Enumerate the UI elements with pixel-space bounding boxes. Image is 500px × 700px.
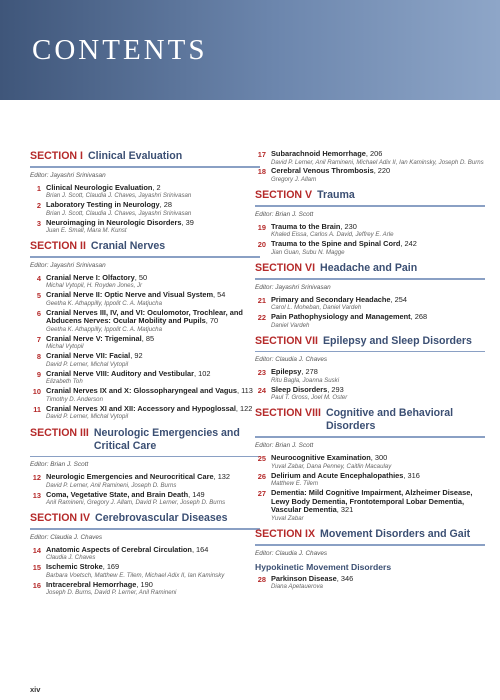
chapter-title: Subarachnoid Hemorrhage [271,149,366,158]
chapter-body [46,309,260,333]
chapter-body [46,491,260,507]
section-heading [30,512,260,525]
chapter-entry[interactable] [30,491,260,507]
chapter-authors: Anil Ramineni, Gregory J. Allam, David P. Lerner, Joseph D. Burns [46,499,226,507]
toc-section [255,407,485,521]
page-number: xiv [30,685,41,694]
chapter-title: Intracerebral Hemorrhage [46,579,137,589]
chapter-number: 25 [257,454,266,464]
toc-section [30,427,260,507]
section-editor: Editor: Jayashri Srinivasan [30,261,106,269]
chapter-title: Parkinson Disease [271,573,337,583]
chapter-separator: , [237,386,242,396]
section-title: Headache and Pain [320,261,418,274]
section-title: Movement Disorders and Gait [320,527,471,540]
section-divider [30,456,260,458]
chapter-title: Ischemic Stroke [46,562,103,572]
section-divider [255,205,485,207]
chapter-authors: Brian J. Scott, Claudia J. Chaves, Jayashri Srinivasan [46,209,192,217]
section-editor: Editor: Claudia J. Chaves [30,533,103,541]
chapter-title-line [271,489,485,515]
chapter-title: Primary and Secondary Headache [271,294,391,304]
toc-section [30,512,260,596]
chapter-page: 293 [331,384,344,394]
chapter-number: 8 [36,352,41,362]
toc-section [255,335,485,402]
chapter-title: Cranial Nerve I: Olfactory [46,272,135,282]
chapter-number: 3 [36,218,41,228]
chapter-body [271,386,485,402]
chapter-authors: Khaled Eissa, Carlos A. David, Jeffrey E. Arle [271,231,394,239]
section-number: SECTION VI [255,261,316,274]
section-heading [255,262,485,275]
section-heading [255,189,485,202]
chapter-number: 7 [36,334,41,344]
chapter-title-line [271,150,485,159]
chapter-title: Cranial Nerves XI and XII: Accessory and Hypoglossal [46,403,236,413]
chapter-title: Cranial Nerve II: Optic Nerve and Visual System [46,290,214,300]
chapter-page: 92 [134,351,143,361]
chapter-separator: , [213,472,218,482]
section-editor: Editor: Jayashri Srinivasan [30,171,106,179]
chapter-title-line [271,223,485,232]
chapter-entry[interactable] [255,167,485,183]
chapter-number: 10 [32,387,41,397]
chapter-entry[interactable] [30,309,260,333]
chapter-title-line [46,352,260,361]
chapter-authors: Joseph D. Burns, David P. Lerner, Anil Ramineni [46,589,177,597]
section-number: SECTION VII [255,334,318,347]
chapter-title-line [46,274,260,283]
toc-section [255,189,485,256]
chapter-entry[interactable] [255,454,485,470]
section-number: SECTION VIII [255,407,321,420]
chapter-separator: , [102,562,107,572]
chapter-entry[interactable] [255,313,485,329]
chapter-separator: , [152,182,157,192]
chapter-separator: , [410,312,415,322]
chapter-body [271,368,485,384]
chapter-page: 149 [192,489,205,499]
chapter-page: 102 [198,368,211,378]
chapter-page: 220 [377,166,391,176]
toc-section [255,150,485,183]
chapter-title: Epilepsy [271,367,302,377]
chapter-title: Dementia: Mild Cognitive Impairment, Alzheimer Disease, Lewy Body Dementia, Frontotemporal Lobar Dementia, Vascular Dementia [271,488,473,515]
chapter-authors: David P. Lerner, Michal Vytopil [46,360,129,368]
chapter-separator: , [336,505,341,515]
chapter-title-line [46,309,260,326]
chapter-number: 19 [257,222,266,232]
chapter-entry[interactable] [255,150,485,166]
chapter-separator: , [205,316,210,326]
chapter-body [271,167,485,183]
chapter-authors: Diana Apetauerova [271,583,323,591]
chapter-number: 9 [36,369,41,379]
chapter-number: 28 [257,574,266,584]
section-editor: Editor: Claudia J. Chaves [255,356,328,364]
chapter-entry[interactable] [255,472,485,488]
chapter-page: 2 [156,182,161,192]
chapter-number: 22 [257,313,266,323]
section-divider [30,166,260,168]
chapter-separator: , [191,544,197,554]
chapter-body [46,370,260,386]
chapter-separator: , [213,290,218,300]
section-editor: Editor: Claudia J. Chaves [255,549,328,557]
chapter-entry[interactable] [255,223,485,239]
chapter-body [46,274,260,290]
subsection-heading: Hypokinetic Movement Disorders [255,561,392,572]
chapter-title: Cerebral Venous Thrombosis [271,166,374,176]
chapter-number: 27 [257,489,266,499]
chapter-title: Cranial Nerve VII: Facial [46,351,131,361]
chapter-separator: , [194,368,199,378]
chapter-title-line [271,167,485,176]
chapter-title-line [46,184,260,193]
chapter-title: Neurocognitive Examination [271,453,371,463]
chapter-authors: David P. Lerner, Michal Vytopil [46,413,129,421]
chapter-page: 190 [140,579,153,589]
chapter-separator: , [235,403,241,413]
chapter-separator: , [141,333,146,343]
chapter-authors: Elizabeth Toh [46,378,83,386]
chapter-entry[interactable] [30,387,260,403]
chapter-page: 28 [163,200,172,210]
chapter-page: 50 [138,272,148,282]
chapter-title-line [46,405,260,414]
chapter-title: Trauma to the Spine and Spinal Cord [271,239,401,249]
chapter-body [271,150,485,166]
chapter-title-line [46,335,260,344]
chapter-page: 254 [394,294,407,304]
chapter-title-line [46,491,260,500]
section-divider [30,528,260,530]
chapter-separator: , [136,579,141,589]
chapter-number: 14 [32,545,41,555]
chapter-title-line [46,219,260,228]
chapter-authors: Juan E. Small, Mara M. Kunst [46,227,127,235]
chapter-body [271,313,485,329]
chapter-separator: , [134,272,139,282]
chapter-page: 70 [209,316,219,326]
chapter-page: 321 [340,505,354,515]
chapter-authors: Brian J. Scott, Claudia J. Chaves, Jayashri Srinivasan [46,192,192,200]
chapter-number: 24 [257,385,266,395]
chapter-authors: Michal Vytopil [46,343,84,351]
chapter-separator: , [403,470,408,480]
section-divider [255,278,485,280]
chapter-number: 15 [32,563,41,573]
chapter-separator: , [390,294,395,304]
toc-section [30,150,260,234]
chapter-authors: Matthew E. Tilem [271,480,319,488]
section-divider [255,544,485,546]
chapter-separator: , [365,149,370,158]
chapter-title: Clinical Neurologic Evaluation [46,182,153,192]
chapter-authors: Yuval Zabar, Dana Penney, Caitlin Macaulay [271,462,392,470]
chapter-page: 113 [241,386,253,396]
chapter-number: 6 [36,308,41,318]
chapter-authors: Timothy D. Anderson [46,395,103,403]
chapter-page: 85 [145,333,155,343]
chapter-title-line [46,546,260,555]
chapter-number: 17 [257,150,266,159]
chapter-entry[interactable] [255,296,485,312]
section-divider [30,256,260,258]
chapter-separator: , [327,384,332,394]
chapter-separator: , [130,351,135,361]
section-title: Clinical Evaluation [87,150,183,162]
chapter-number: 21 [257,295,266,305]
chapter-title-line [271,313,485,322]
chapter-page: 54 [217,290,226,300]
chapter-authors: Barbara Voetsch, Matthew E. Tilem, Michael Adix II, Ian Kaminsky [46,571,225,579]
section-number: SECTION I [30,150,83,162]
chapter-entry[interactable] [255,240,485,256]
chapter-entry[interactable] [255,386,485,402]
chapter-page: 300 [374,453,388,463]
chapter-body [271,472,485,488]
chapter-number: 23 [257,368,266,378]
chapter-title: Laboratory Testing in Neurology [46,200,160,210]
chapter-number: 4 [36,273,41,283]
section-title: Cognitive and Behavioral Disorders [325,407,454,433]
section-divider [255,351,485,353]
chapter-body [46,184,260,200]
chapter-page: 230 [344,221,357,231]
section-title: Neurologic Emergencies and Critical Care [93,426,240,452]
chapter-title: Pain Pathophysiology and Management [271,312,411,322]
chapter-title-line [271,575,485,584]
chapter-body [271,223,485,239]
chapter-separator: , [301,367,306,377]
chapter-authors: Carol L. Moheban, Daniel Vardeh [271,304,362,312]
chapter-title-line [271,472,485,481]
chapter-title-line [46,370,260,379]
chapter-body [271,296,485,312]
chapter-entry[interactable] [30,201,260,217]
section-heading [30,427,260,453]
chapter-title: Neurologic Emergencies and Neurocritical Care [46,472,214,482]
chapter-body [46,473,260,489]
chapter-body [46,335,260,351]
chapter-separator: , [181,217,186,227]
section-heading [30,150,260,163]
chapter-body [46,201,260,217]
section-number: SECTION III [30,426,89,439]
chapter-title: Delirium and Acute Encephalopathies [271,470,404,480]
contents-banner [0,0,500,100]
chapter-title: Anatomic Aspects of Cerebral Circulation [46,544,192,554]
chapter-title: Trauma to the Brain [271,221,341,231]
chapter-authors: Geetha K. Athappilly, Ippolit C. A. Matjucha [46,299,162,307]
chapter-body [271,454,485,470]
section-title: Trauma [317,189,355,202]
section-title: Cerebrovascular Diseases [95,512,228,525]
chapter-title-line [46,581,260,590]
chapter-authors: Daniel Vardeh [271,321,310,329]
chapter-number: 20 [257,240,266,250]
toc-right-column [255,150,485,596]
chapter-title-line [46,563,260,572]
chapter-authors: David P. Lerner, Anil Ramineni, Joseph D. Burns [46,481,177,489]
chapter-authors: Paul T. Gross, Joel M. Oster [271,394,348,402]
chapter-number: 2 [36,201,41,211]
chapter-authors: Ritu Bagla, Joanna Suski [271,376,340,384]
chapter-title-line [46,201,260,210]
chapter-body [46,291,260,307]
chapter-page: 169 [106,562,120,572]
chapter-entry[interactable] [30,370,260,386]
chapter-number: 12 [32,473,41,483]
section-editor: Editor: Brian J. Scott [30,461,89,469]
chapter-number: 26 [257,471,266,481]
chapter-number: 11 [33,404,41,414]
chapter-separator: , [340,221,345,231]
chapter-authors: Gregory J. Allam [271,176,317,184]
toc-section [255,528,485,590]
chapter-separator: , [370,453,375,463]
chapter-title-line [271,296,485,305]
chapter-body [46,352,260,368]
chapter-page: 122 [240,403,253,413]
chapter-page: 346 [340,573,354,583]
chapter-title-line [46,473,260,482]
chapter-separator: , [159,200,164,210]
chapter-page: 206 [369,149,383,158]
chapter-separator: , [400,239,405,249]
chapter-title-line [271,386,485,395]
chapter-title-line [46,291,260,300]
chapter-separator: , [336,573,341,583]
chapter-title-line [271,240,485,249]
chapter-title: Cranial Nerve V: Trigeminal [46,333,142,343]
chapter-entry[interactable] [30,352,260,368]
section-divider [255,436,485,438]
chapter-title-line [46,387,260,396]
section-editor: Editor: Brian J. Scott [255,210,314,218]
chapter-page: 39 [185,217,194,227]
section-editor: Editor: Brian J. Scott [255,442,314,450]
chapter-title: Sleep Disorders [271,384,328,394]
chapter-body [271,489,485,522]
chapter-page: 132 [217,472,231,482]
chapter-page: 316 [407,470,420,480]
chapter-body [271,240,485,256]
chapter-body [46,387,260,403]
chapter-entry[interactable] [30,581,260,597]
section-heading [255,335,485,348]
chapter-entry[interactable] [255,368,485,384]
section-number: SECTION IV [30,512,91,525]
page-title: CONTENTS [32,34,208,66]
chapter-number: 5 [36,291,41,301]
section-heading [255,407,485,433]
chapter-page: 268 [414,312,428,322]
chapter-body [46,581,260,597]
chapter-entry[interactable] [30,546,260,562]
chapter-title: Coma, Vegetative State, and Brain Death [46,489,189,499]
chapter-page: 164 [196,544,209,554]
chapter-entry[interactable] [30,291,260,307]
chapter-number: 13 [32,490,41,500]
section-heading [255,528,485,541]
chapter-body [46,563,260,579]
section-number: SECTION II [30,240,86,253]
section-heading [30,240,260,253]
toc-section [255,262,485,329]
chapter-title-line [271,368,485,377]
chapter-page: 278 [305,367,318,377]
section-number: SECTION IX [255,527,316,540]
chapter-entry[interactable] [30,563,260,579]
chapter-separator: , [373,166,378,176]
chapter-title: Neuroimaging in Neurologic Disorders [46,217,182,227]
chapter-number: 1 [36,183,41,193]
chapter-body [271,575,485,591]
chapter-title: Cranial Nerves IX and X: Glossopharyngeal and Vagus [46,386,237,396]
chapter-authors: Jian Guan, Subu N. Magge [271,248,345,256]
chapter-entry[interactable] [30,184,260,200]
chapter-entry[interactable] [30,405,260,421]
chapter-authors: Claudia J. Chaves [46,554,96,562]
chapter-entry[interactable] [30,473,260,489]
chapter-body [46,546,260,562]
chapter-body [46,405,260,421]
chapter-title-line [271,454,485,463]
chapter-entry[interactable] [30,335,260,351]
chapter-entry[interactable] [30,219,260,235]
section-number: SECTION V [255,189,313,202]
chapter-authors: Michal Vytopil, H. Royden Jones, Jr [46,282,143,290]
chapter-separator: , [188,489,193,499]
chapter-number: 18 [257,167,266,177]
section-title: Cranial Nerves [90,240,166,253]
toc-left-column [30,150,260,603]
section-editor: Editor: Jayashri Srinivasan [255,283,331,291]
chapter-page: 242 [404,239,417,249]
chapter-entry[interactable] [255,575,485,591]
chapter-number: 16 [32,580,41,590]
chapter-body [46,219,260,235]
chapter-title: Cranial Nerve VIII: Auditory and Vestibular [46,368,194,378]
section-title: Epilepsy and Sleep Disorders [322,334,472,347]
chapter-title: Cranial Nerves III, IV, and VI: Oculomotor, Trochlear, and Abducens Nerves: Ocular Mobility and Pupils [46,307,243,326]
chapter-authors: Yuval Zabar [271,514,304,522]
chapter-entry[interactable] [255,489,485,522]
chapter-authors: Geetha K. Athappilly, Ippolit C. A. Matjucha [46,326,162,333]
chapter-entry[interactable] [30,274,260,290]
toc-section [30,240,260,420]
chapter-authors: David P. Lerner, Anil Ramineni, Michael Adix II, Ian Kaminsky, Joseph D. Burns [271,158,484,166]
